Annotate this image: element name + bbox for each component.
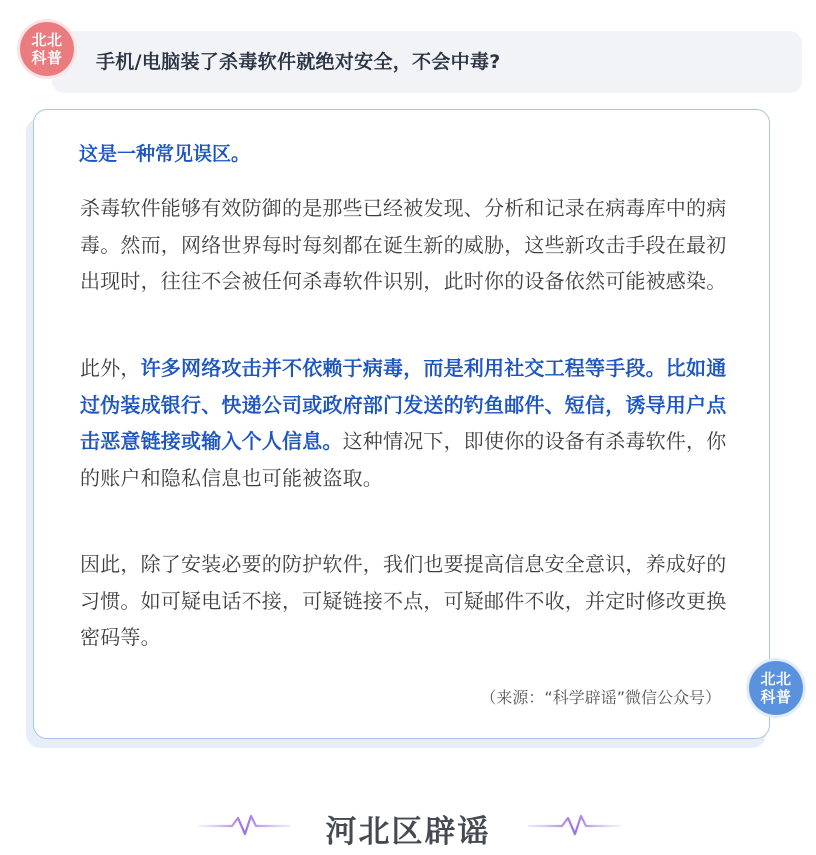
paragraph-2-prefix: 此外，: [80, 356, 141, 380]
answer-paragraph-3: 因此，除了安装必要的防护软件，我们也要提高信息安全意识，养成好的习惯。如可疑电话不接，可疑链接不点，可疑邮件不收，并定时修改更换密码等。: [80, 552, 727, 649]
footer: [0, 800, 816, 855]
heartbeat-line-icon: [528, 814, 620, 838]
paragraph-2-suffix: 这种情况下，即使你的设备有杀毒软件，你的账户和隐私信息也可能被盗取。: [80, 429, 727, 490]
badge-line-2: 科普: [31, 49, 63, 67]
badge-line-2: 科普: [760, 688, 792, 706]
beibei-kepu-badge: [20, 22, 74, 76]
answer-card: [33, 109, 770, 739]
source-attribution: （来源：“科学辟谣”微信公众号）: [480, 688, 721, 707]
beibei-kepu-badge-bottom: [749, 661, 803, 715]
badge-line-1: 北北: [760, 670, 792, 688]
question-bubble: [52, 31, 802, 93]
answer-heading: 这是一种常见误区。: [79, 143, 251, 165]
badge-line-1: 北北: [31, 31, 63, 49]
answer-paragraph-1: 杀毒软件能够有效防御的是那些已经被发现、分析和记录在病毒库中的病毒。然而，网络世界每时每刻都在诞生新的威胁，这些新攻击手段在最初出现时，往往不会被任何杀毒软件识别，此时你的设备依然可能被感染。: [80, 196, 727, 293]
paragraph-2-emphasis: 许多网络攻击并不依赖于病毒，而是利用社交工程等手段。比如通过伪装成银行、快递公司或政府部门发送的钓鱼邮件、短信，诱导用户点击恶意链接或输入个人信息。: [80, 356, 727, 453]
answer-paragraph-2: [80, 350, 740, 496]
footer-title: 河北区辟谣: [325, 814, 491, 850]
question-text: 手机/电脑装了杀毒软件就绝对安全，不会中毒?: [96, 51, 501, 73]
